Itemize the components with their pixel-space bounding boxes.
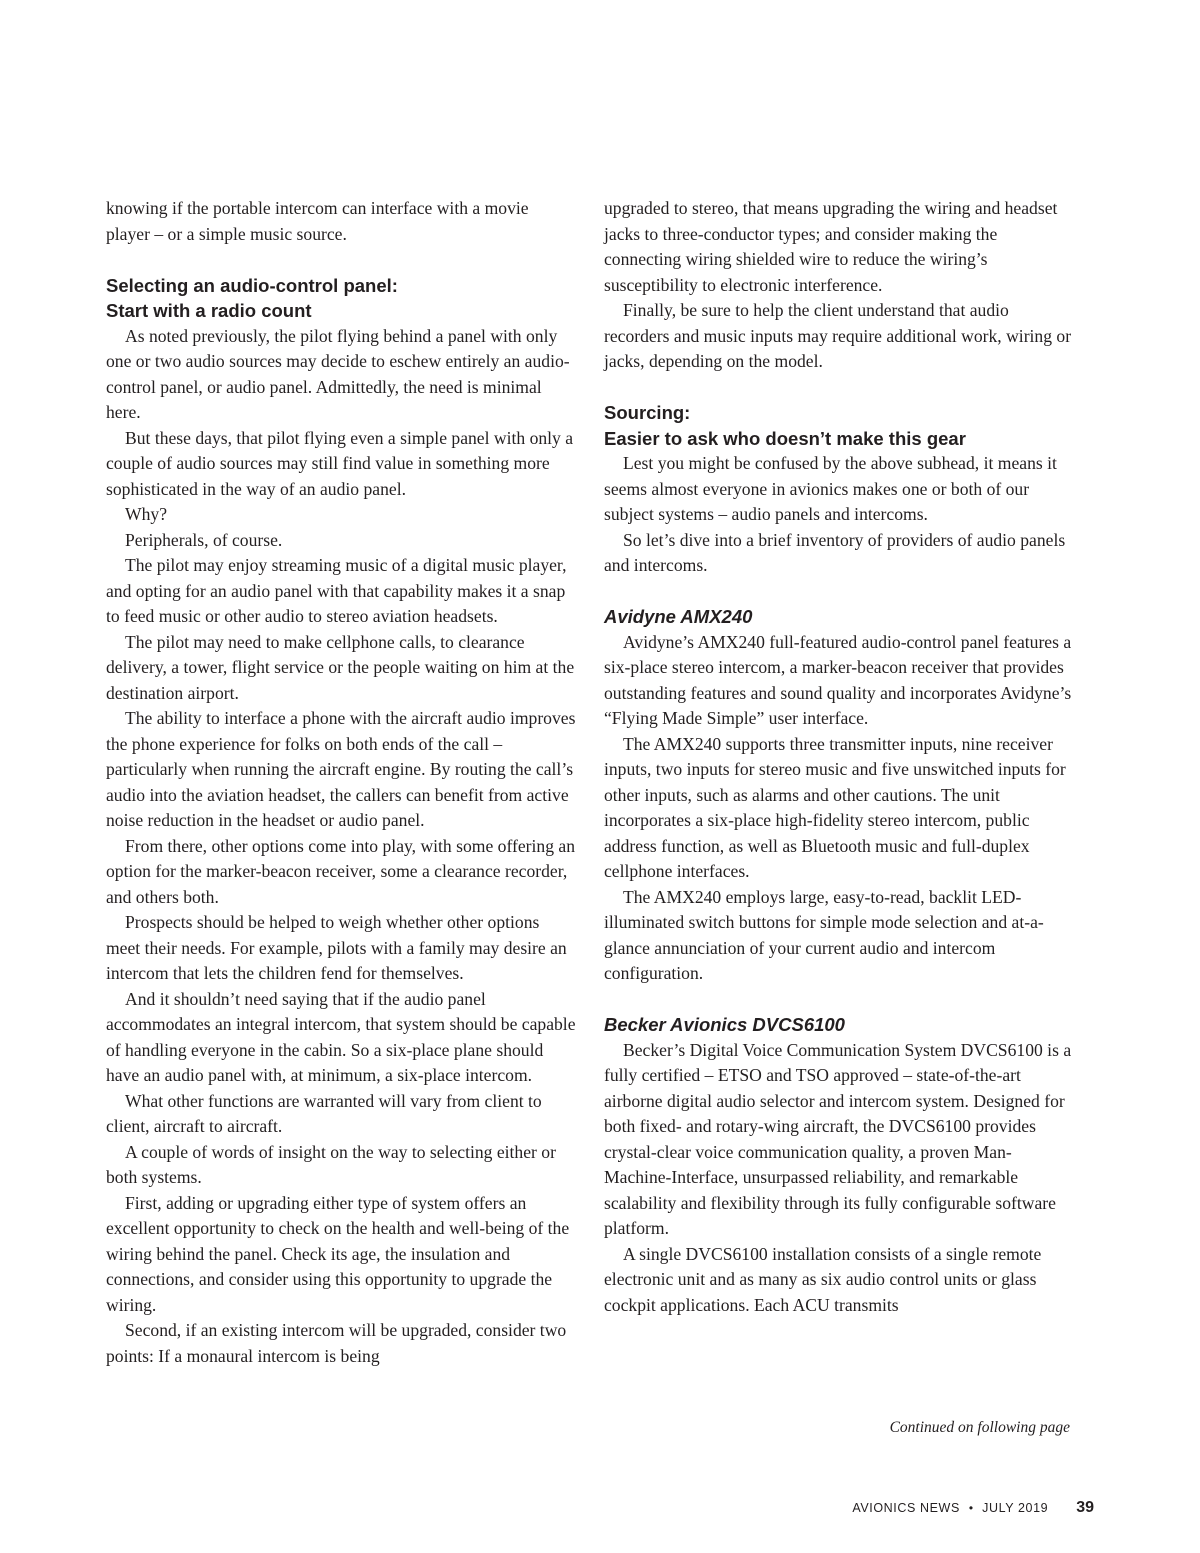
continued-note: Continued on following page <box>889 1419 1070 1436</box>
paragraph: As noted previously, the pilot flying behind a panel with only one or two audio sources may decide to eschew entirely an audio-control panel, or audio panel. Admittedly, the need is minimal here. <box>106 325 570 422</box>
paragraph: Prospects should be helped to weigh whether other options meet their needs. For example, pilots with a family may desire an intercom that lets the children fend for themselves. <box>106 912 567 983</box>
paragraph: But these days, that pilot flying even a simple panel with only a couple of audio sources may still find value in something more sophisticated in the way of an audio panel. <box>106 427 574 499</box>
spacer <box>604 987 1074 1013</box>
paragraph: The pilot may enjoy streaming music of a digital music player, and opting for an audio panel with that capability makes it a snap to feed music or other audio to stereo aviation headsets. <box>106 555 567 626</box>
paragraph: Avidyne’s AMX240 full-featured audio-control panel features a six-place stereo intercom, a marker-beacon receiver that provides outstanding features and sound quality and incorporates Avidyne’s “Flying Made Simple” user interface. <box>604 631 1072 728</box>
paragraph: The pilot may need to make cellphone calls, to clearance delivery, a tower, flight service or the people waiting on him at the destination airport. <box>106 631 575 703</box>
page-number: 39 <box>1076 1499 1094 1516</box>
footer-bullet: • <box>968 1501 974 1515</box>
section-heading <box>604 400 1074 451</box>
left-column <box>106 196 576 1369</box>
paragraph: upgraded to stereo, that means upgrading the wiring and headset jacks to three-conductor types; and consider making the connecting wiring shielded wire to reduce the wiring’s susceptibility to electronic interference. <box>604 198 1058 295</box>
subsection-heading: Becker Avionics DVCS6100 <box>604 1014 845 1035</box>
spacer <box>604 579 1074 605</box>
paragraph: The AMX240 supports three transmitter inputs, nine receiver inputs, two inputs for stereo music and five unswitched inputs for other inputs, such as alarms and other cautions. The unit incorporates a six-place high-fidelity stereo intercom, public address function, as well as Bluetooth music and full-duplex cellphone interfaces. <box>604 733 1066 881</box>
spacer <box>106 247 576 273</box>
right-column <box>604 196 1074 1318</box>
paragraph: Second, if an existing intercom will be upgraded, consider two points: If a monaural intercom is being <box>106 1320 567 1366</box>
paragraph: First, adding or upgrading either type of system offers an excellent opportunity to check on the health and well-being of the wiring behind the panel. Check its age, the insulation and connections, and consider using this opportunity to upgrade the wiring. <box>106 1192 570 1315</box>
heading-line: Selecting an audio-control panel: <box>106 274 398 296</box>
paragraph: Why? <box>125 504 168 524</box>
paragraph: Peripherals, of course. <box>125 529 283 550</box>
spacer <box>604 375 1074 401</box>
paragraph: From there, other options come into play, with some offering an option for the marker-beacon receiver, some a clearance recorder, and others both. <box>106 835 576 907</box>
subsection-heading: Avidyne AMX240 <box>604 606 753 627</box>
heading-line: Start with a radio count <box>106 300 312 321</box>
paragraph: Becker’s Digital Voice Communication System DVCS6100 is a fully certified – ETSO and TSO approved – state-of-the-art airborne digital audio selector and intercom system. Designed for both fixed- and rotary-wing aircraft, the DVCS6100 provides crystal-clear voice communication quality, a proven Man-Machine-Interface, unsurpassed reliability, and remarkable scalability and flexibility through its fully configurable software platform. <box>604 1039 1072 1238</box>
paragraph: Lest you might be confused by the above subhead, it means it seems almost everyone in avionics makes one or both of our subject systems – audio panels and intercoms. <box>604 453 1057 524</box>
section-heading <box>106 273 576 324</box>
paragraph: What other functions are warranted will vary from client to client, aircraft to aircraft. <box>106 1090 542 1136</box>
issue-date: JULY 2019 <box>982 1501 1049 1515</box>
paragraph: A couple of words of insight on the way to selecting either or both systems. <box>106 1141 556 1187</box>
paragraph: The ability to interface a phone with the aircraft audio improves the phone experience for folks on both ends of the call – particularly when running the aircraft engine. By routing the call’s audio into the aviation headset, the callers can benefit from active noise reduction in the headset or audio panel. <box>106 708 576 830</box>
publication-name: AVIONICS NEWS <box>852 1501 960 1515</box>
heading-line: Easier to ask who doesn’t make this gear <box>604 427 966 449</box>
paragraph: So let’s dive into a brief inventory of providers of audio panels and intercoms. <box>604 529 1066 575</box>
paragraph: knowing if the portable intercom can interface with a movie player – or a simple music source. <box>106 198 529 244</box>
page-footer <box>852 1499 1094 1517</box>
paragraph: A single DVCS6100 installation consists of a single remote electronic unit and as many as six audio control units or glass cockpit applications. Each ACU transmits <box>604 1243 1042 1315</box>
paragraph: Finally, be sure to help the client understand that audio recorders and music inputs may require additional work, wiring or jacks, depending on the model. <box>604 300 1072 371</box>
paragraph: The AMX240 employs large, easy-to-read, backlit LED-illuminated switch buttons for simple mode selection and at-a-glance annunciation of your current audio and intercom configuration. <box>604 886 1044 983</box>
paragraph: And it shouldn’t need saying that if the audio panel accommodates an integral intercom, that system should be capable of handling everyone in the cabin. So a six-place plane should have an audio panel with, at minimum, a six-place intercom. <box>106 988 576 1085</box>
heading-line: Sourcing: <box>604 402 691 423</box>
